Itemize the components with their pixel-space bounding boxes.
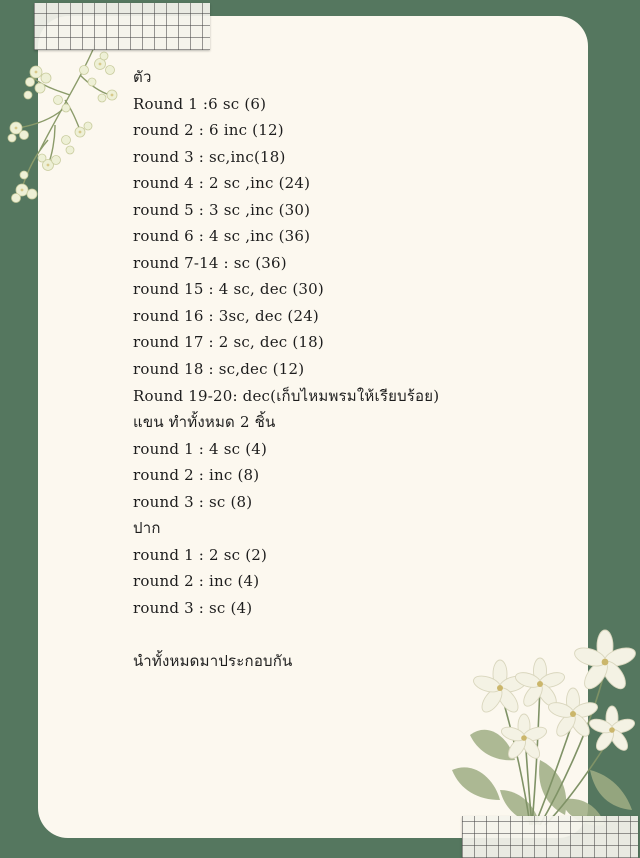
instruction-line: round 2 : inc (4): [133, 572, 260, 591]
instruction-line: round 3 : sc (4): [133, 598, 253, 617]
instruction-line: round 5 : 3 sc ,inc (30): [133, 200, 311, 219]
instruction-line: round 16 : 3sc, dec (24): [133, 306, 319, 325]
instruction-line: round 3 : sc (8): [133, 492, 253, 511]
instruction-line: round 2 : inc (8): [133, 466, 260, 485]
assembly-note: นำทั้งหมดมาประกอบกัน: [133, 652, 293, 671]
instruction-line: round 6 : 4 sc ,inc (36): [133, 227, 311, 246]
instruction-line: round 18 : sc,dec (12): [133, 360, 305, 379]
pattern-instructions: [133, 64, 439, 675]
washi-tape-bottom: [462, 816, 638, 858]
section-heading-arms: แขน ทำทั้งหมด 2 ชิ้น: [133, 413, 276, 432]
instruction-line: round 3 : sc,inc(18): [133, 147, 286, 166]
instruction-line: round 1 : 2 sc (2): [133, 545, 268, 564]
instruction-line: Round 1 :6 sc (6): [133, 94, 267, 113]
instruction-line: round 2 : 6 inc (12): [133, 121, 284, 140]
instruction-line: round 1 : 4 sc (4): [133, 439, 268, 458]
instruction-line: round 4 : 2 sc ,inc (24): [133, 174, 311, 193]
instruction-line: round 15 : 4 sc, dec (30): [133, 280, 324, 299]
instruction-line: Round 19-20: dec(เก็บไหมพรมให้เรียบร้อย): [133, 386, 440, 405]
blank-line: [133, 621, 439, 648]
washi-tape-top: [34, 3, 210, 50]
section-heading-body: ตัว: [133, 68, 152, 86]
instruction-line: round 17 : 2 sc, dec (18): [133, 333, 324, 352]
section-heading-mouth: ปาก: [133, 519, 161, 538]
instruction-line: round 7-14 : sc (36): [133, 253, 287, 272]
